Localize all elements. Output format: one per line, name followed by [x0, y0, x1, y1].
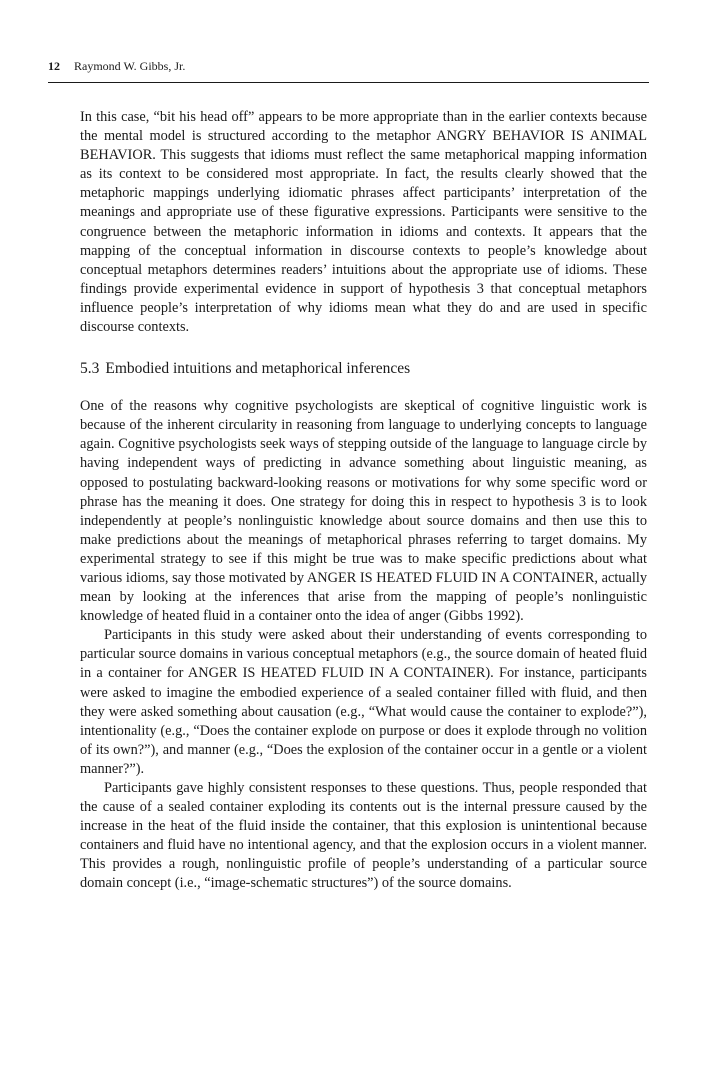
main-text [80, 108, 647, 894]
paragraph-2: One of the reasons why cognitive psychologists are skeptical of cognitive linguistic work is because of the inherent circularity in reasoning from language to underlying concepts to language again. Cognitive psychologists seek ways of stepping outside of the language to language circle by having independent ways of predicting in advance something about linguistic meaning, as opposed to postulating backward-looking reasons or motivations for why some specific word or phrase has the meaning it does. One strategy for doing this in respect to hypothesis 3 is to look independently at people’s nonlinguistic knowledge about source domains and then use this to make predictions about the meanings of metaphorical phrases referring to target domains. My experimental strategy to see if this might be true was to make specific predictions about what various idioms, say those motivated by ANGER IS HEATED FLUID IN A CONTAINER, actually mean by looking at the inferences that arise from the mapping of people’s nonlinguistic knowledge of heated fluid in a container onto the idea of anger (Gibbs 1992). [80, 398, 647, 625]
paragraph-1: In this case, “bit his head off” appears to be more appropriate than in the earlier contexts because the mental model is structured according to the metaphor ANGRY BEHAVIOR IS ANIMAL BEHAVIOR. This suggests that idioms must reflect the same metaphorical mapping information as its context to be considered most appropriate. In fact, the results clearly showed that the metaphoric mappings underlying idiomatic phrases affect participants’ interpretation of the meanings and appropriate use of these figurative expressions. Participants were sensitive to the congruence between the metaphoric information in idioms and contexts. It appears that the mapping of the conceptual information in discourse contexts to people’s knowledge about conceptual metaphors determines readers’ intuitions about the appropriate use of idioms. These findings provide experimental evidence in support of hypothesis 3 that conceptual metaphors influence people’s interpretation of why idioms mean what they do and are used in specific discourse contexts. [80, 109, 647, 336]
section-title: Embodied intuitions and metaphorical inferences [105, 360, 411, 378]
paragraph-3: Participants in this study were asked about their understanding of events corresponding to particular source domains in various conceptual metaphors (e.g., the source domain of heated fluid in a container for ANGER IS HEATED FLUID IN A CONTAINER). For instance, participants were asked to imagine the embodied experience of a sealed container filled with fluid, and then they were asked something about causation (e.g., “What would cause the container to explode?”), intentionality (e.g., “Does the container explode on purpose or does it explode through no volition of its own?”), and manner (e.g., “Does the explosion of the container occur in a gentle or a violent manner?”). [80, 627, 647, 777]
running-head-author: Raymond W. Gibbs, Jr. [74, 59, 186, 73]
paragraph-4: Participants gave highly consistent responses to these questions. Thus, people responded that the cause of a sealed container exploding its contents out is the internal pressure caused by the increase in the heat of the fluid inside the container, that this explosion is unintentional because containers and fluid have no intentional agency, and that the explosion occurs in a violent manner. This provides a rough, nonlinguistic profile of people’s understanding of a particular source domain concept (i.e., “image-schematic structures”) of the source domains. [80, 780, 647, 892]
running-head [48, 58, 648, 74]
page-number: 12 [48, 59, 60, 73]
section-number: 5.3 [80, 360, 100, 378]
section-heading [80, 359, 647, 379]
header-rule [48, 82, 649, 83]
